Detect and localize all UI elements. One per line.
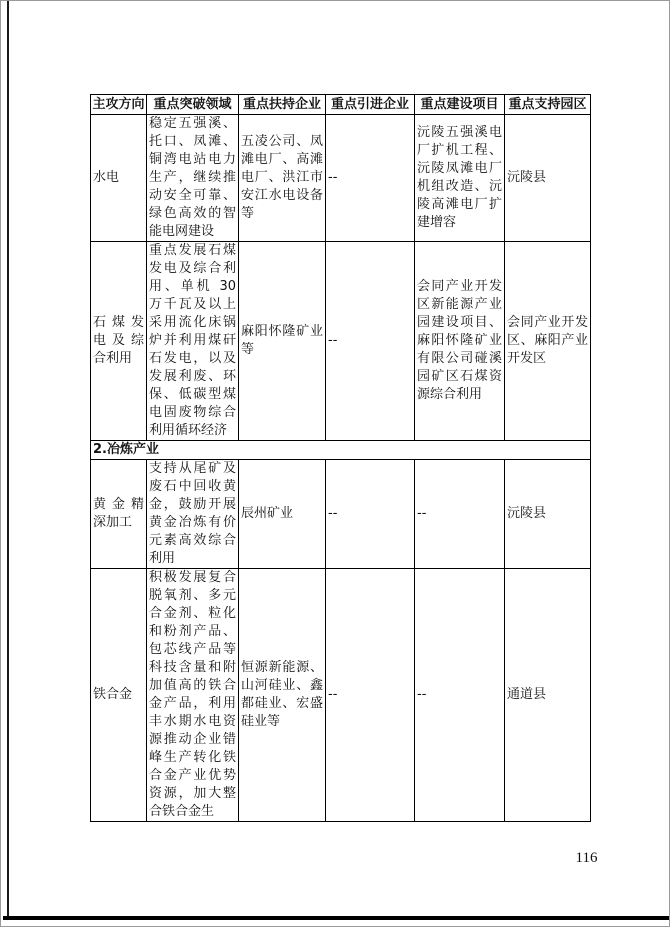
header-key-supported-parks: 重点支持园区 — [505, 95, 591, 115]
cell-breakthrough: 稳定五强溪、托口、凤滩、铜湾电站电力生产，继续推动安全可靠、绿色高效的智能电网建设 — [147, 115, 239, 242]
section-header-smelting-industry: 2.冶炼产业 — [91, 441, 591, 460]
scan-page-left-edge — [7, 1, 9, 920]
cell-breakthrough: 支持从尾矿及废石中回收黄金，鼓励开展黄金冶炼有价元素高效综合利用 — [147, 460, 239, 569]
cell-projects: -- — [415, 569, 505, 822]
cell-projects: -- — [415, 460, 505, 569]
cell-introduced: -- — [326, 460, 415, 569]
cell-introduced: -- — [326, 242, 415, 441]
header-key-breakthrough: 重点突破领域 — [147, 95, 239, 115]
header-main-direction: 主攻方向 — [91, 95, 147, 115]
cell-enterprises: 辰州矿业 — [239, 460, 326, 569]
cell-direction: 石煤发电及综合利用 — [91, 242, 147, 441]
cell-direction: 水电 — [91, 115, 147, 242]
cell-projects: 沅陵五强溪电厂扩机工程、沅陵凤滩电厂机组改造、沅陵高滩电厂扩建增容 — [415, 115, 505, 242]
cell-breakthrough: 积极发展复合脱氧剂、多元合金剂、粒化和粉剂产品、包芯线产品等科技含量和附加值高的铁合金产品，利用丰水期水电资源推动企业错峰生产转化铁合金产业优势资源，加大整合铁合金生 — [147, 569, 239, 822]
cell-enterprises: 五凌公司、凤滩电厂、高滩电厂、洪江市安江水电设备等 — [239, 115, 326, 242]
table-row — [91, 115, 591, 242]
header-key-construction-projects: 重点建设项目 — [415, 95, 505, 115]
cell-breakthrough: 重点发展石煤发电及综合利用、单机 30 万千瓦及以上采用流化床锅炉并利用煤矸石发电，以及发展利废、环保、低碳型煤电固废物综合利用循环经济 — [147, 242, 239, 441]
cell-direction: 铁合金 — [91, 569, 147, 822]
table-row — [91, 460, 591, 569]
page-number: 116 — [575, 850, 598, 866]
cell-introduced: -- — [326, 115, 415, 242]
scan-page-bottom-edge — [3, 916, 669, 920]
cell-enterprises: 麻阳怀隆矿业等 — [239, 242, 326, 441]
header-key-supported-enterprises: 重点扶持企业 — [239, 95, 326, 115]
cell-direction: 黄金精深加工 — [91, 460, 147, 569]
cell-parks: 沅陵县 — [505, 460, 591, 569]
table-header-row — [91, 95, 591, 115]
table-row — [91, 569, 591, 822]
cell-parks: 会同产业开发区、麻阳产业开发区 — [505, 242, 591, 441]
cell-enterprises: 恒源新能源、山河硅业、鑫都硅业、宏盛硅业等 — [239, 569, 326, 822]
section-header-row — [91, 441, 591, 460]
cell-introduced: -- — [326, 569, 415, 822]
cell-projects: 会同产业开发区新能源产业园建设项目、麻阳怀隆矿业有限公司碰溪园矿区石煤资源综合利用 — [415, 242, 505, 441]
cell-parks: 沅陵县 — [505, 115, 591, 242]
header-key-introduced-enterprises: 重点引进企业 — [326, 95, 415, 115]
industry-plan-table — [90, 94, 591, 822]
cell-parks: 通道县 — [505, 569, 591, 822]
table-row — [91, 242, 591, 441]
